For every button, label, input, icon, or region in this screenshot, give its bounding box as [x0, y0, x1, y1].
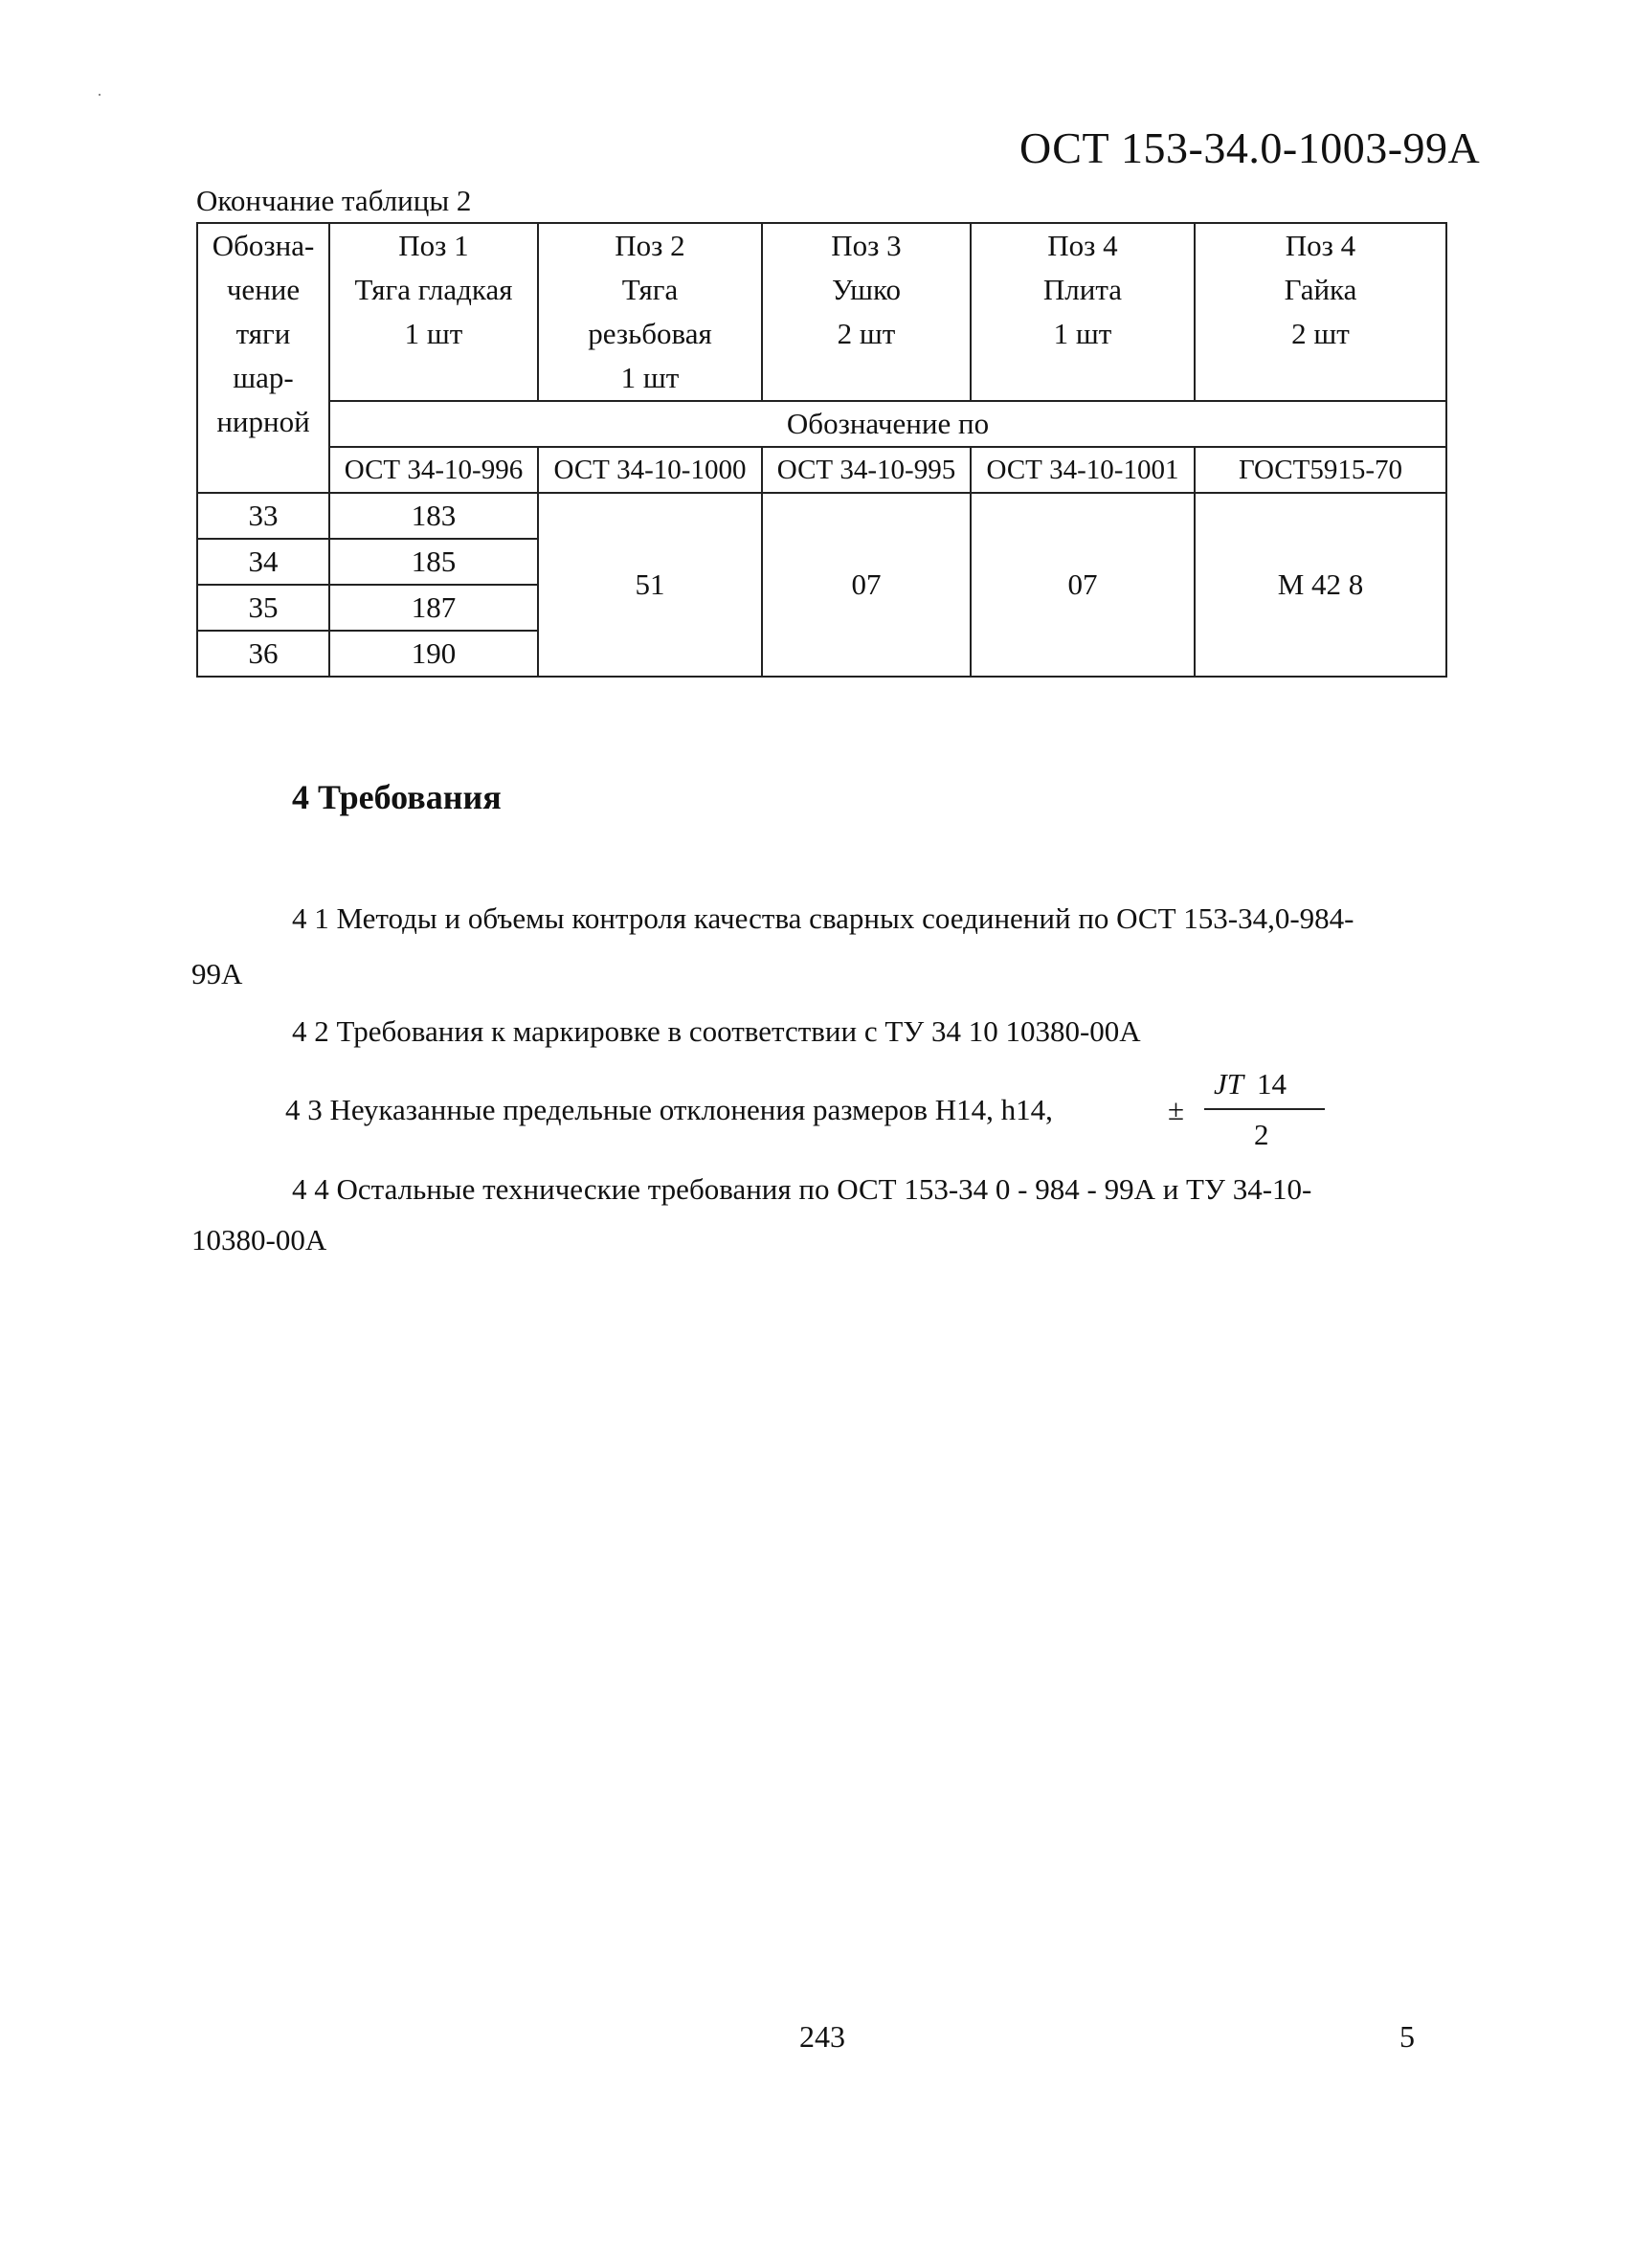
row-header-line: Обозна- — [212, 229, 315, 262]
paragraph-4-1: 4 1 Методы и объемы контроля качества сварных соединений по ОСТ 153-34,0-984- — [292, 901, 1354, 935]
row-id: 35 — [197, 585, 329, 631]
sheet-number: 5 — [1399, 2019, 1415, 2054]
table-row — [197, 493, 1446, 539]
scan-speck — [99, 94, 101, 96]
std-cell: ОСТ 34-10-996 — [329, 447, 538, 493]
row-pos1: 187 — [329, 585, 538, 631]
fraction-value: 14 — [1257, 1067, 1287, 1101]
merged-pos3: 07 — [762, 493, 971, 677]
col-pos: Поз 4 — [1285, 229, 1356, 262]
row-header-line: чение — [226, 273, 301, 306]
plus-minus-sign: ± — [1168, 1093, 1185, 1126]
col-name: Тяга — [621, 273, 679, 306]
fraction-variable: JT — [1214, 1067, 1243, 1101]
row-header-line: нирной — [216, 405, 310, 438]
std-cell: ГОСТ5915-70 — [1195, 447, 1446, 493]
row-id: 36 — [197, 631, 329, 677]
std-cell: ОСТ 34-10-1000 — [538, 447, 762, 493]
paragraph-4-1-cont: 99А — [191, 957, 243, 990]
col-pos: Поз 4 — [1047, 229, 1118, 262]
col-qty: 1 шт — [404, 317, 463, 350]
col-pos: Поз 3 — [831, 229, 902, 262]
col-pos: Поз 2 — [615, 229, 685, 262]
document-code: ОСТ 153-34.0-1003-99А — [1019, 123, 1481, 172]
merged-pos4: 07 — [971, 493, 1195, 677]
col-qty: 1 шт — [620, 361, 680, 394]
column-header-pos4 — [971, 223, 1195, 401]
row-pos1: 190 — [329, 631, 538, 677]
col-qty: 1 шт — [1053, 317, 1112, 350]
std-cell: ОСТ 34-10-1001 — [971, 447, 1195, 493]
paragraph-4-2: 4 2 Требования к маркировке в соответствии с ТУ 34 10 10380-00А — [292, 1014, 1141, 1048]
merged-pos5: М 42 8 — [1195, 493, 1446, 677]
col-name: резьбовая — [588, 317, 712, 350]
col-name: Тяга гладкая — [354, 273, 513, 306]
fraction-bar — [1204, 1108, 1325, 1110]
std-cell: ОСТ 34-10-995 — [762, 447, 971, 493]
column-header-pos1 — [329, 223, 538, 401]
column-header-pos4-nut — [1195, 223, 1446, 401]
column-header-pos2 — [538, 223, 762, 401]
row-header-line: тяги — [235, 317, 291, 350]
col-name: Ушко — [831, 273, 902, 306]
paragraph-4-4: 4 4 Остальные технические требования по ОСТ 153-34 0 - 984 - 99А и ТУ 34-10- — [292, 1172, 1312, 1206]
designation-label: Обозначение по — [329, 401, 1446, 447]
paragraph-4-4-cont: 10380-00А — [191, 1223, 327, 1256]
parts-table — [196, 222, 1447, 678]
fraction-denominator: 2 — [1254, 1118, 1269, 1151]
section-title: 4 Требования — [292, 778, 502, 816]
merged-pos2: 51 — [538, 493, 762, 677]
row-id: 33 — [197, 493, 329, 539]
page-number: 243 — [799, 2019, 845, 2054]
col-name: Гайка — [1284, 273, 1357, 306]
fraction-numerator — [1214, 1067, 1287, 1101]
paragraph-4-3: 4 3 Неуказанные предельные отклонения размеров H14, h14, — [285, 1093, 1053, 1126]
col-qty: 2 шт — [1291, 317, 1350, 350]
col-qty: 2 шт — [837, 317, 896, 350]
row-pos1: 185 — [329, 539, 538, 585]
row-header-line: шар- — [233, 361, 294, 394]
column-header-pos3 — [762, 223, 971, 401]
row-id: 34 — [197, 539, 329, 585]
row-pos1: 183 — [329, 493, 538, 539]
table-caption: Окончание таблицы 2 — [196, 184, 472, 217]
row-header-cell — [197, 223, 329, 493]
col-name: Плита — [1042, 273, 1123, 306]
col-pos: Поз 1 — [398, 229, 469, 262]
